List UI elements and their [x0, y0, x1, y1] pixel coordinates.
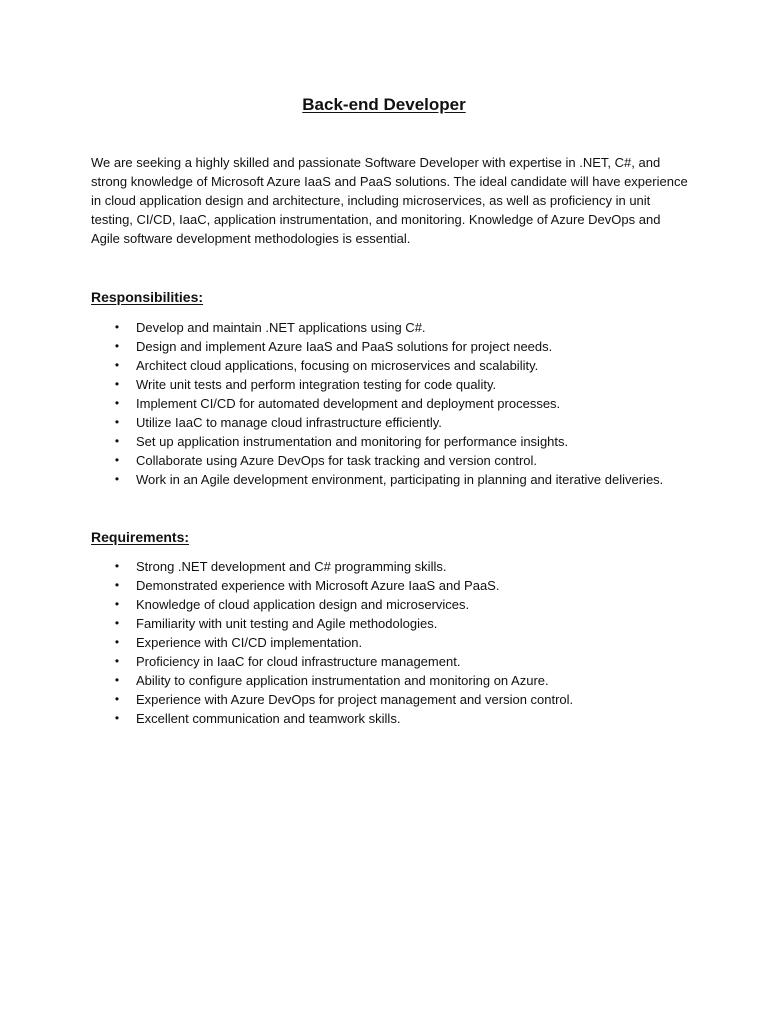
bullet-icon: •	[114, 692, 120, 706]
list-item	[112, 413, 672, 432]
bullet-icon: •	[114, 339, 120, 353]
bullet-icon: •	[114, 559, 120, 573]
list-item-text: Familiarity with unit testing and Agile methodologies.	[136, 616, 438, 631]
list-item-text: Strong .NET development and C# programming skills.	[136, 559, 447, 574]
bullet-icon: •	[114, 635, 120, 649]
list-item-text: Implement CI/CD for automated development and deployment processes.	[136, 396, 561, 411]
list-item-text: Architect cloud applications, focusing on microservices and scalability.	[136, 358, 539, 373]
list-item-text: Knowledge of cloud application design and microservices.	[136, 597, 470, 612]
bullet-icon: •	[114, 434, 120, 448]
list-item-text: Ability to configure application instrumentation and monitoring on Azure.	[136, 673, 549, 688]
list-item	[112, 633, 672, 652]
list-item	[112, 614, 672, 633]
bullet-icon: •	[114, 415, 120, 429]
bullet-icon: •	[114, 578, 120, 592]
list-item-text: Demonstrated experience with Microsoft Azure IaaS and PaaS.	[136, 578, 500, 593]
list-item-text: Excellent communication and teamwork skills.	[136, 711, 401, 726]
list-item	[112, 432, 672, 451]
bullet-icon: •	[114, 711, 120, 725]
list-item	[112, 375, 672, 394]
list-item	[112, 671, 672, 690]
intro-paragraph: We are seeking a highly skilled and passionate Software Developer with expertise in .NET, C#, and strong knowledge of Microsoft Azure IaaS and PaaS solutions. The ideal candidate will have experience in cloud application design and architecture, including microservices, as well as proficiency in unit testing, CI/CD, IaaC, application instrumentation, and monitoring. Knowledge of Azure DevOps and Agile software development methodologies is essential.	[91, 155, 688, 246]
requirements-heading: Requirements:	[91, 529, 190, 545]
list-item-text: Experience with CI/CD implementation.	[136, 635, 363, 650]
bullet-icon: •	[114, 654, 120, 668]
list-item	[112, 576, 672, 595]
list-item-text: Develop and maintain .NET applications using C#.	[136, 320, 426, 335]
list-item-text: Proficiency in IaaC for cloud infrastructure management.	[136, 654, 461, 669]
list-item	[112, 356, 672, 375]
list-item	[112, 394, 672, 413]
list-item-text: Write unit tests and perform integration testing for code quality.	[136, 377, 497, 392]
bullet-icon: •	[114, 320, 120, 334]
responsibilities-heading: Responsibilities:	[91, 289, 204, 305]
list-item	[112, 337, 672, 356]
list-item	[112, 709, 672, 728]
list-item	[112, 690, 672, 709]
list-item	[112, 470, 672, 489]
list-item	[112, 595, 672, 614]
list-item-text: Utilize IaaC to manage cloud infrastructure efficiently.	[136, 415, 442, 430]
list-item-text: Set up application instrumentation and monitoring for performance insights.	[136, 434, 569, 449]
list-item-text: Experience with Azure DevOps for project management and version control.	[136, 692, 574, 707]
list-item-text: Design and implement Azure IaaS and PaaS solutions for project needs.	[136, 339, 553, 354]
page-title: Back-end Developer	[302, 95, 466, 114]
bullet-icon: •	[114, 616, 120, 630]
list-item-text: Work in an Agile development environment, participating in planning and iterative deliveries.	[136, 472, 664, 487]
bullet-icon: •	[114, 673, 120, 687]
bullet-icon: •	[114, 358, 120, 372]
list-item	[112, 557, 672, 576]
bullet-icon: •	[114, 472, 120, 486]
list-item	[112, 451, 672, 470]
list-item	[112, 318, 672, 337]
bullet-icon: •	[114, 453, 120, 467]
list-item-text: Collaborate using Azure DevOps for task tracking and version control.	[136, 453, 538, 468]
bullet-icon: •	[114, 597, 120, 611]
responsibilities-list	[112, 318, 672, 489]
bullet-icon: •	[114, 377, 120, 391]
bullet-icon: •	[114, 396, 120, 410]
list-item	[112, 652, 672, 671]
requirements-list	[112, 557, 672, 728]
